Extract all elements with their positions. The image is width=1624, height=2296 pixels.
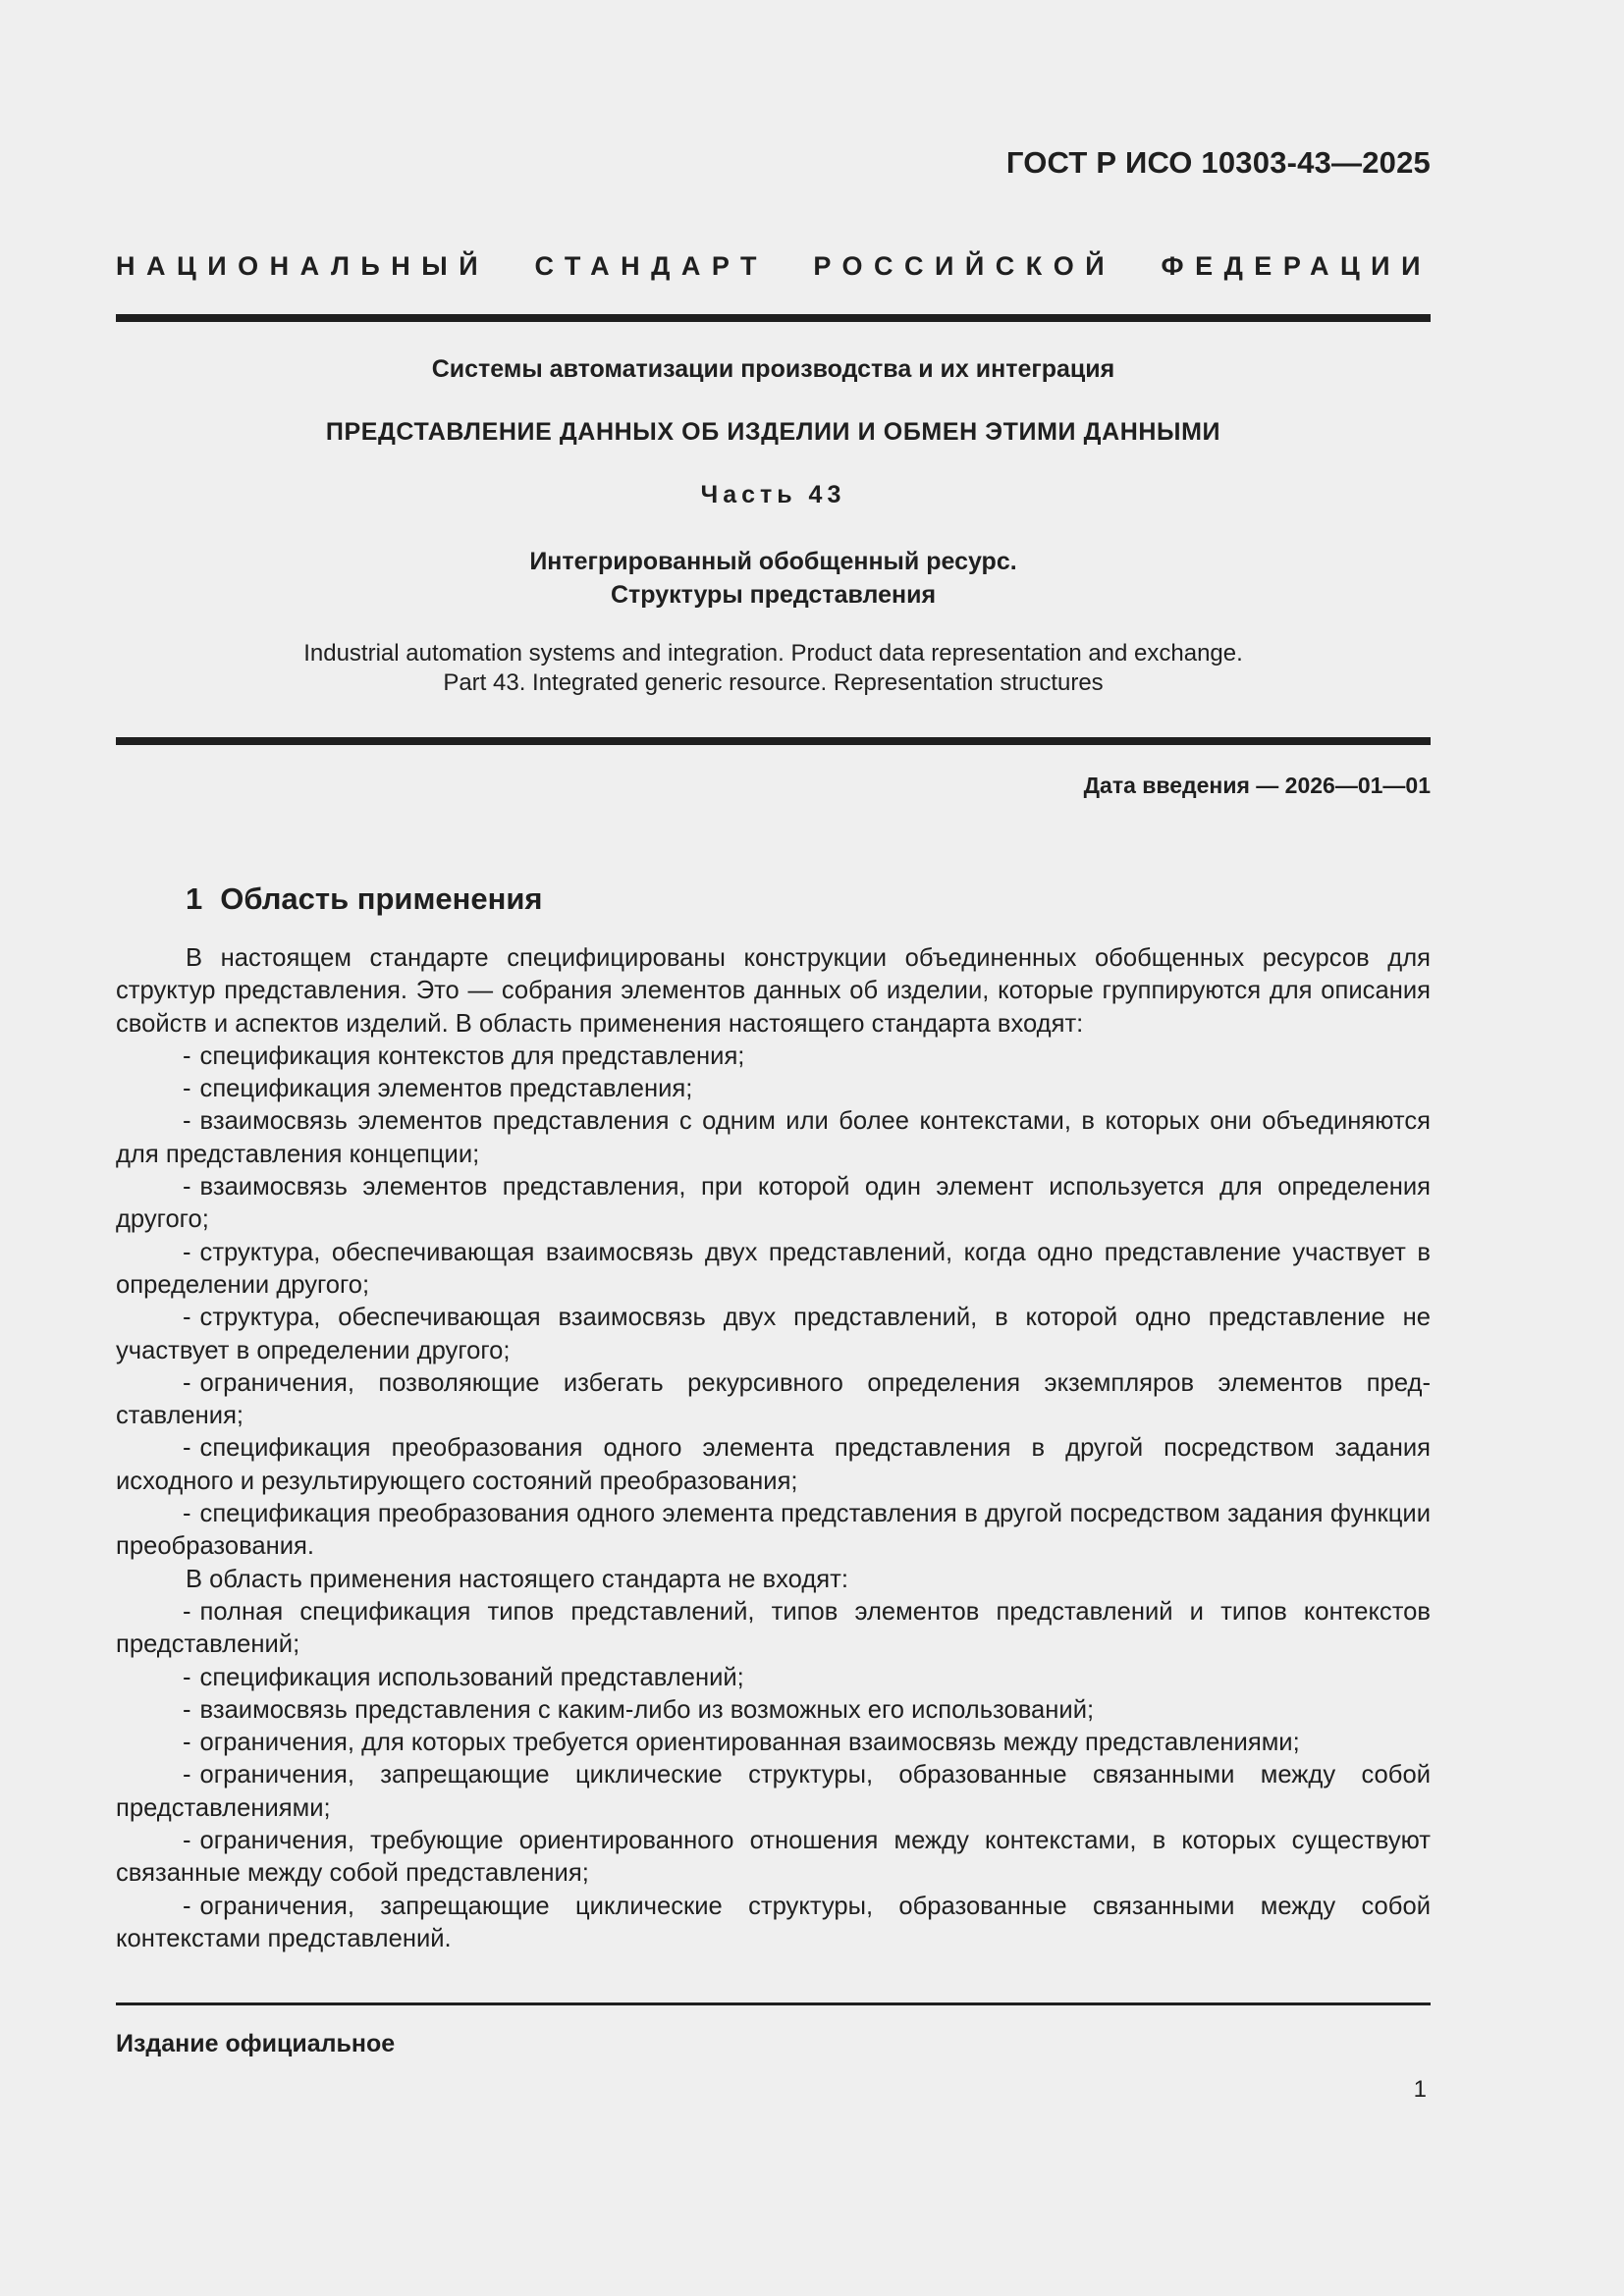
included-item: - спецификация элементов представления; [183, 1075, 693, 1103]
edition-label: Издание официальное [116, 2030, 396, 2057]
national-standard-banner: НАЦИОНАЛЬНЫЙ СТАНДАРТ РОССИЙСКОЙ ФЕДЕРАЦИИ [116, 251, 1432, 281]
excluded-item: - ограничения, запрещающие циклические структуры, образованные связанными между собой представлениями; [116, 1761, 1431, 1822]
list-marker: - [183, 1729, 191, 1757]
included-item: - спецификация контекстов для представления; [183, 1041, 745, 1070]
list-marker: - [183, 1238, 191, 1266]
list-marker: - [183, 1500, 191, 1528]
included-item: - взаимосвязь элементов представления с одним или более контекстами, в которых они объединяются для представления концепции; [116, 1107, 1431, 1168]
list-marker: - [183, 1434, 191, 1463]
excluded-item: - ограничения, запрещающие циклические структуры, образованные связанными между собой контекстами представлений. [116, 1892, 1431, 1952]
part-title: Часть 43 [700, 481, 846, 508]
english-title [116, 639, 1431, 698]
excluded-item: - спецификация использований представлений; [183, 1663, 744, 1691]
list-marker: - [183, 1368, 191, 1397]
list-marker: - [183, 1597, 191, 1626]
english-title-line-1: Industrial automation systems and integration. Product data representation and exchange. [303, 640, 1243, 667]
included-item: - спецификация преобразования одного элемента представления в другой посредством задания исходного и результирующего состояний преобразования; [116, 1434, 1431, 1495]
excluded-item: - ограничения, требующие ориентированного отношения между контекстами, в которых существуют связанные между собой представления; [116, 1827, 1431, 1888]
series-title: Системы автоматизации производства и их интеграция [431, 355, 1115, 383]
included-item: - взаимосвязь элементов представления, при которой один элемент используется для определения другого; [116, 1173, 1431, 1234]
exclusion-paragraph: В область применения настоящего стандарта не входят: [186, 1565, 848, 1593]
subtitle [116, 545, 1431, 612]
main-title: ПРЕДСТАВЛЕНИЕ ДАННЫХ ОБ ИЗДЕЛИИ И ОБМЕН ЭТИМИ ДАННЫМИ [325, 418, 1221, 446]
section-title: Область применения [220, 881, 543, 916]
middle-divider [116, 737, 1431, 745]
included-item: - структура, обеспечивающая взаимосвязь двух представлений, когда одно представление участвует в определении другого; [116, 1238, 1431, 1299]
subtitle-line-2: Структуры представления [610, 581, 937, 609]
excluded-item: - взаимосвязь представления с каким-либо из возможных его использований; [183, 1695, 1095, 1724]
list-marker: - [183, 1695, 191, 1724]
list-marker: - [183, 1761, 191, 1789]
included-item: - ограничения, позволяющие избегать рекурсивного определения экземпляров элементов представления; [116, 1368, 1431, 1430]
document-number: ГОСТ Р ИСО 10303-43—2025 [1005, 145, 1431, 180]
list-marker: - [183, 1173, 191, 1201]
introduction-date: Дата введения — 2026—01—01 [1083, 773, 1431, 798]
footer-divider [116, 2002, 1431, 2005]
excluded-item: - полная спецификация типов представлений, типов элементов представлений и типов контекстов представлений; [116, 1597, 1431, 1659]
excluded-item: - ограничения, для которых требуется ориентированная взаимосвязь между представлениями; [183, 1729, 1300, 1757]
list-marker: - [183, 1075, 191, 1103]
list-marker: - [183, 1041, 191, 1070]
included-item: - спецификация преобразования одного элемента представления в другой посредством задания функции преобразования. [116, 1500, 1431, 1561]
top-divider [116, 314, 1431, 322]
subtitle-line-1: Интегрированный обобщенный ресурс. [529, 548, 1017, 575]
list-marker: - [183, 1663, 191, 1691]
list-marker: - [183, 1892, 191, 1920]
intro-paragraph: В настоящем стандарте специфицированы конструкции объединенных обобщенных ресурсов для структур представления. Это — собрания элементов данных об изделии, которые группируются для описания свойств и аспектов изделий. В область применения настоящего стандарта входят: [116, 944, 1431, 1038]
list-marker: - [183, 1304, 191, 1332]
section-number: 1 [186, 881, 203, 916]
included-item: - структура, обеспечивающая взаимосвязь двух представлений, в которой одно представление не участвует в определении другого; [116, 1304, 1431, 1364]
list-marker: - [183, 1827, 191, 1855]
list-marker: - [183, 1107, 191, 1136]
section-body [116, 942, 1431, 1955]
english-title-line-2: Part 43. Integrated generic resource. Representation structures [443, 669, 1104, 696]
section-heading [186, 881, 543, 917]
page-number: 1 [1413, 2076, 1427, 2103]
